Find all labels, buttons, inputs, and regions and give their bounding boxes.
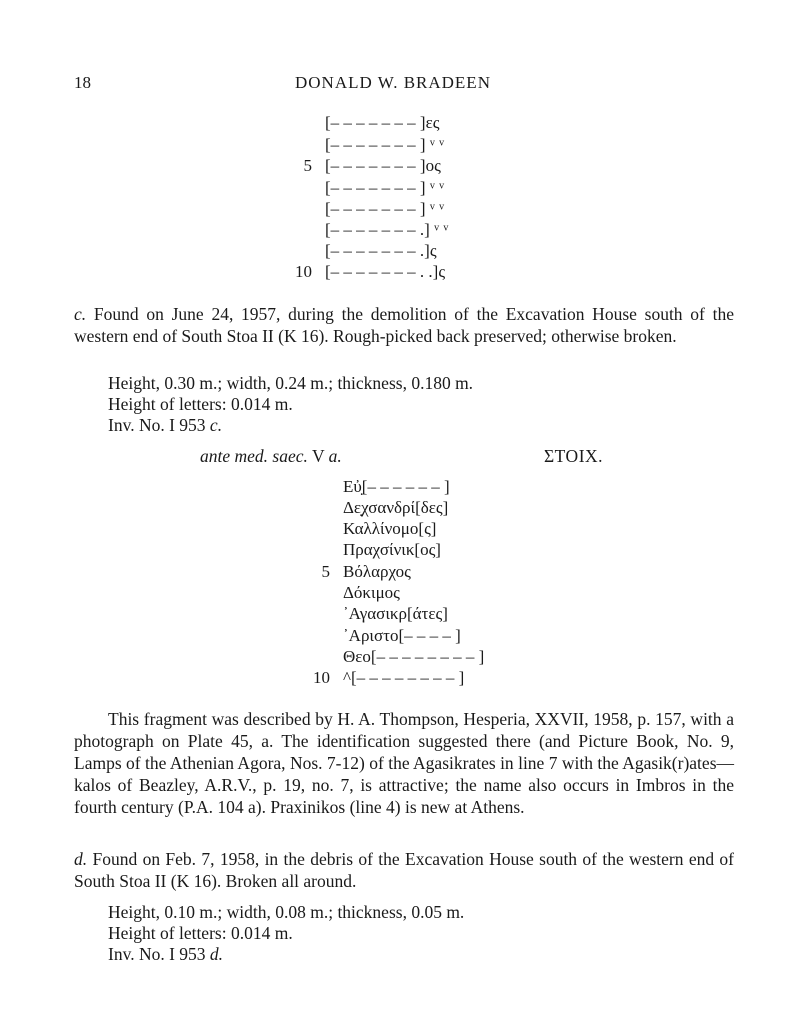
dating: ante med. saec. V a.	[200, 446, 342, 466]
dimensions: Height, 0.30 m.; width, 0.24 m.; thickness, 0.180 m.	[108, 373, 474, 393]
running-head-author: DONALD W. BRADEEN	[295, 73, 491, 92]
line-number: 5	[321, 562, 330, 581]
inscription-line: Καλλίνομο[ς]	[343, 519, 437, 538]
inscription-line: [– – – – – – – .]ς	[325, 241, 437, 260]
page-number: 18	[74, 73, 91, 92]
inventory-number: Inv. No. I 953 c.	[108, 415, 223, 435]
inscription-line: ᾿Αριστο[– – – – ]	[343, 626, 461, 645]
inscription-line: [– – – – – – – ]ες	[325, 113, 440, 132]
inscription-line: ^[– – – – – – – – ]	[343, 668, 465, 687]
inscription-line: [– – – – – – – ] ᵛ ᵛ	[325, 135, 445, 154]
inscription-line: Βόλαρχος	[343, 562, 411, 581]
section-label: d.	[74, 849, 88, 869]
section-c-measurements	[108, 373, 473, 436]
inscription-line: Δε̣χσανδρί[δες]	[343, 498, 449, 517]
section-d-description	[74, 848, 734, 892]
commentary-text: This fragment was described by H. A. Thompson, Hesperia, XXVII, 1958, p. 157, with a photograph on Plate 45, a. The identification suggested there (and Picture Book, No. 9, Lamps of the Athenian Agora, Nos. 7-12) of the Agasikrates in line 7 with the Agasik(r)ates—kalos of Beazley, A.R.V., p. 19, no. 7, is attractive; the name also occurs in Imbros in the fourth century (P.A. 104 a). Praxinikos (line 4) is new at Athens.	[74, 709, 734, 817]
letter-height: Height of letters: 0.014 m.	[108, 923, 293, 943]
commentary	[74, 708, 734, 818]
inscription-line: [– – – – – – – ] ᵛ ᵛ	[325, 178, 445, 197]
inscription-line: Θεο[– – – – – – – – ]	[343, 647, 485, 666]
inscription-line: Εὐ̣[– – – – – – ]	[343, 477, 450, 496]
section-c-description	[74, 303, 734, 347]
inscription-line: [– – – – – – – . .]ς	[325, 262, 446, 281]
line-number: 5	[303, 156, 312, 175]
inscription-line: Δόκιμος	[343, 583, 400, 602]
section-d-measurements	[108, 902, 464, 965]
find-description: Found on June 24, 1957, during the demolition of the Excavation House south of the western end of South Stoa II (K 16). Rough-picked back preserved; otherwise broken.	[74, 304, 734, 346]
dimensions: Height, 0.10 m.; width, 0.08 m.; thickness, 0.05 m.	[108, 902, 465, 922]
find-description: Found on Feb. 7, 1958, in the debris of the Excavation House south of the western end of South Stoa II (K 16). Broken all around.	[74, 849, 735, 891]
inscription-line: ᾿Αγασικρ[άτες]	[343, 604, 448, 623]
stoichedon-label: ΣΤΟΙΧ.	[544, 446, 604, 466]
inscription-line: [– – – – – – – ] ᵛ ᵛ	[325, 199, 445, 218]
inscription-line: [– – – – – – – .] ᵛ ᵛ	[325, 220, 449, 239]
line-number: 10	[313, 668, 330, 687]
inventory-number: Inv. No. I 953 d.	[108, 944, 224, 964]
inscription-line: [– – – – – – – ]ος	[325, 156, 441, 175]
inscription-line: Πραχσίνικ[ος]	[343, 540, 441, 559]
line-number: 10	[295, 262, 312, 281]
section-label: c.	[74, 304, 87, 324]
letter-height: Height of letters: 0.014 m.	[108, 394, 293, 414]
